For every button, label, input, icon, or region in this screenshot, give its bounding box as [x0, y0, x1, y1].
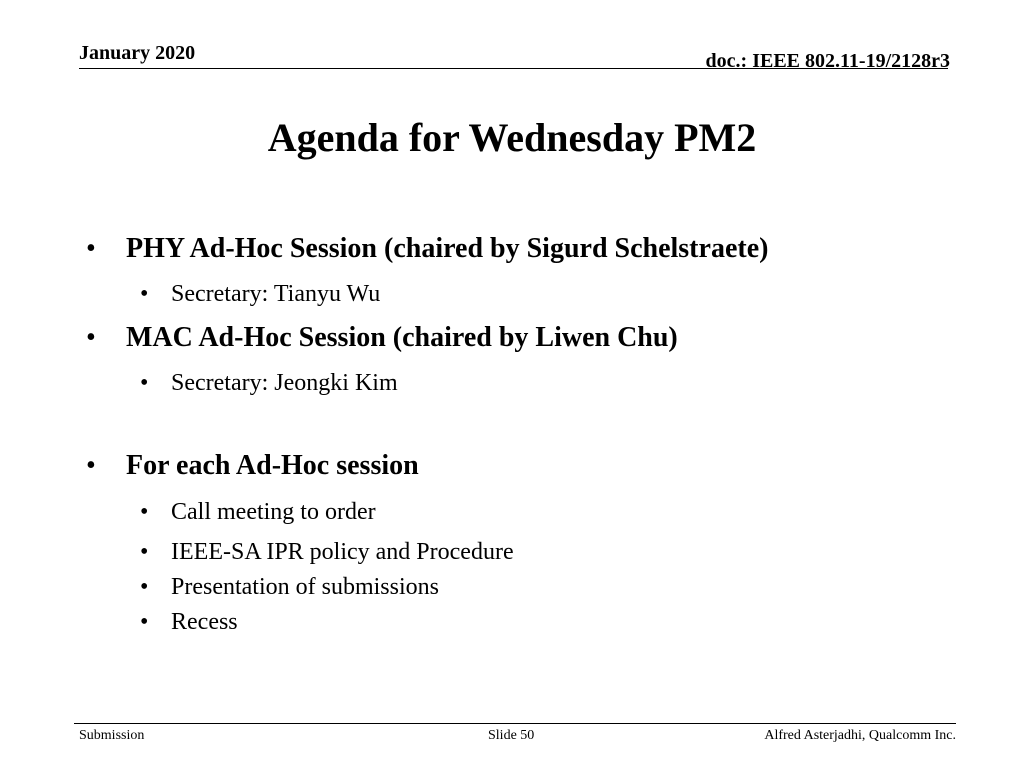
bullet-glyph: •: [140, 499, 149, 525]
header-date: January 2020: [79, 42, 196, 64]
bullet-glyph: •: [140, 574, 149, 600]
bullet-text: PHY Ad-Hoc Session (chaired by Sigurd Schelstraete): [126, 233, 769, 264]
sub-bullet-text: IEEE-SA IPR policy and Procedure: [171, 539, 514, 565]
sub-bullet-text: Secretary: Tianyu Wu: [171, 281, 381, 307]
bullet-glyph: •: [140, 370, 149, 396]
bullet-glyph: •: [140, 609, 149, 635]
header-rule: [79, 68, 948, 69]
sub-bullet-text: Recess: [171, 609, 238, 635]
header-doc-id: doc.: IEEE 802.11-19/2128r3: [705, 50, 950, 72]
bullet-glyph: •: [86, 322, 96, 353]
footer-submission: Submission: [79, 728, 145, 743]
footer-author: Alfred Asterjadhi, Qualcomm Inc.: [764, 728, 956, 743]
footer-rule: [74, 723, 956, 724]
slide-title: Agenda for Wednesday PM2: [267, 115, 757, 160]
bullet-glyph: •: [86, 450, 96, 481]
bullet-text: For each Ad-Hoc session: [126, 450, 419, 481]
bullet-glyph: •: [140, 281, 149, 307]
sub-bullet-text: Call meeting to order: [171, 499, 376, 525]
bullet-glyph: •: [140, 539, 149, 565]
bullet-glyph: •: [86, 233, 96, 264]
footer-slide-number: Slide 50: [488, 728, 535, 743]
sub-bullet-text: Secretary: Jeongki Kim: [171, 370, 398, 396]
sub-bullet-text: Presentation of submissions: [171, 574, 439, 600]
bullet-text: MAC Ad-Hoc Session (chaired by Liwen Chu): [126, 322, 678, 353]
